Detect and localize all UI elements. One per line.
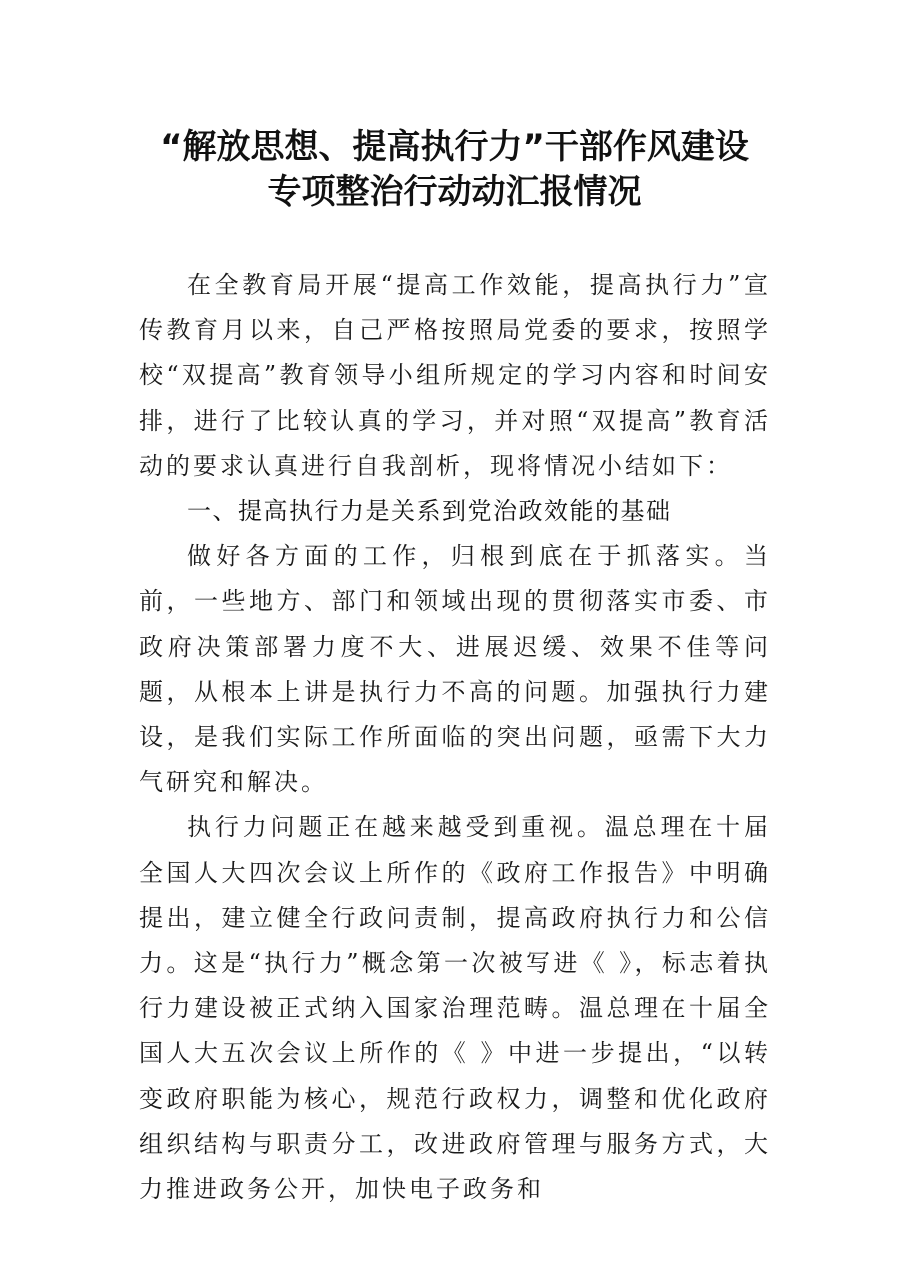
document-body bbox=[139, 263, 771, 1212]
section-heading-1: 一、提高执行力是关系到党治政效能的基础 bbox=[187, 497, 672, 526]
paragraph-intro: 在全教育局开展“提高工作效能，提高执行力”宣传教育月以来，自己严格按照局党委的要求，按照学校“双提高”教育领导小组所规定的学习内容和时间安排，进行了比较认真的学习，并对照“双提高”教育活动的要求认真进行自我剖析，现将情况小结如下： bbox=[139, 271, 771, 480]
paragraph-execution-attention: 执行力问题正在越来越受到重视。温总理在十届全国人大四次会议上所作的《政府工作报告》中明确提出，建立健全行政问责制，提高政府执行力和公信力。这是“执行力”概念第一次被写进《 》，标志着执行力建设被正式纳入国家治理范畴。温总理在十届全国人大五次会议上所作的《 》中进一步提出，“以转变政府职能为核心，规范行政权力，调整和优化政府组织结构与职责分工，改进政府管理与服务方式，大力推进政务公开，加快电子政务和 bbox=[139, 813, 771, 1204]
document-title-line-1: “解放思想、提高执行力”干部作风建设 bbox=[160, 127, 749, 167]
paragraph-implementation: 做好各方面的工作，归根到底在于抓落实。当前，一些地方、部门和领域出现的贯彻落实市委、市政府决策部署力度不大、进展迟缓、效果不佳等问题，从根本上讲是执行力不高的问题。加强执行力建设，是我们实际工作所面临的突出问题，亟需下大力气研究和解决。 bbox=[139, 542, 771, 797]
document-title-line-2: 专项整治行动动汇报情况 bbox=[267, 172, 642, 212]
